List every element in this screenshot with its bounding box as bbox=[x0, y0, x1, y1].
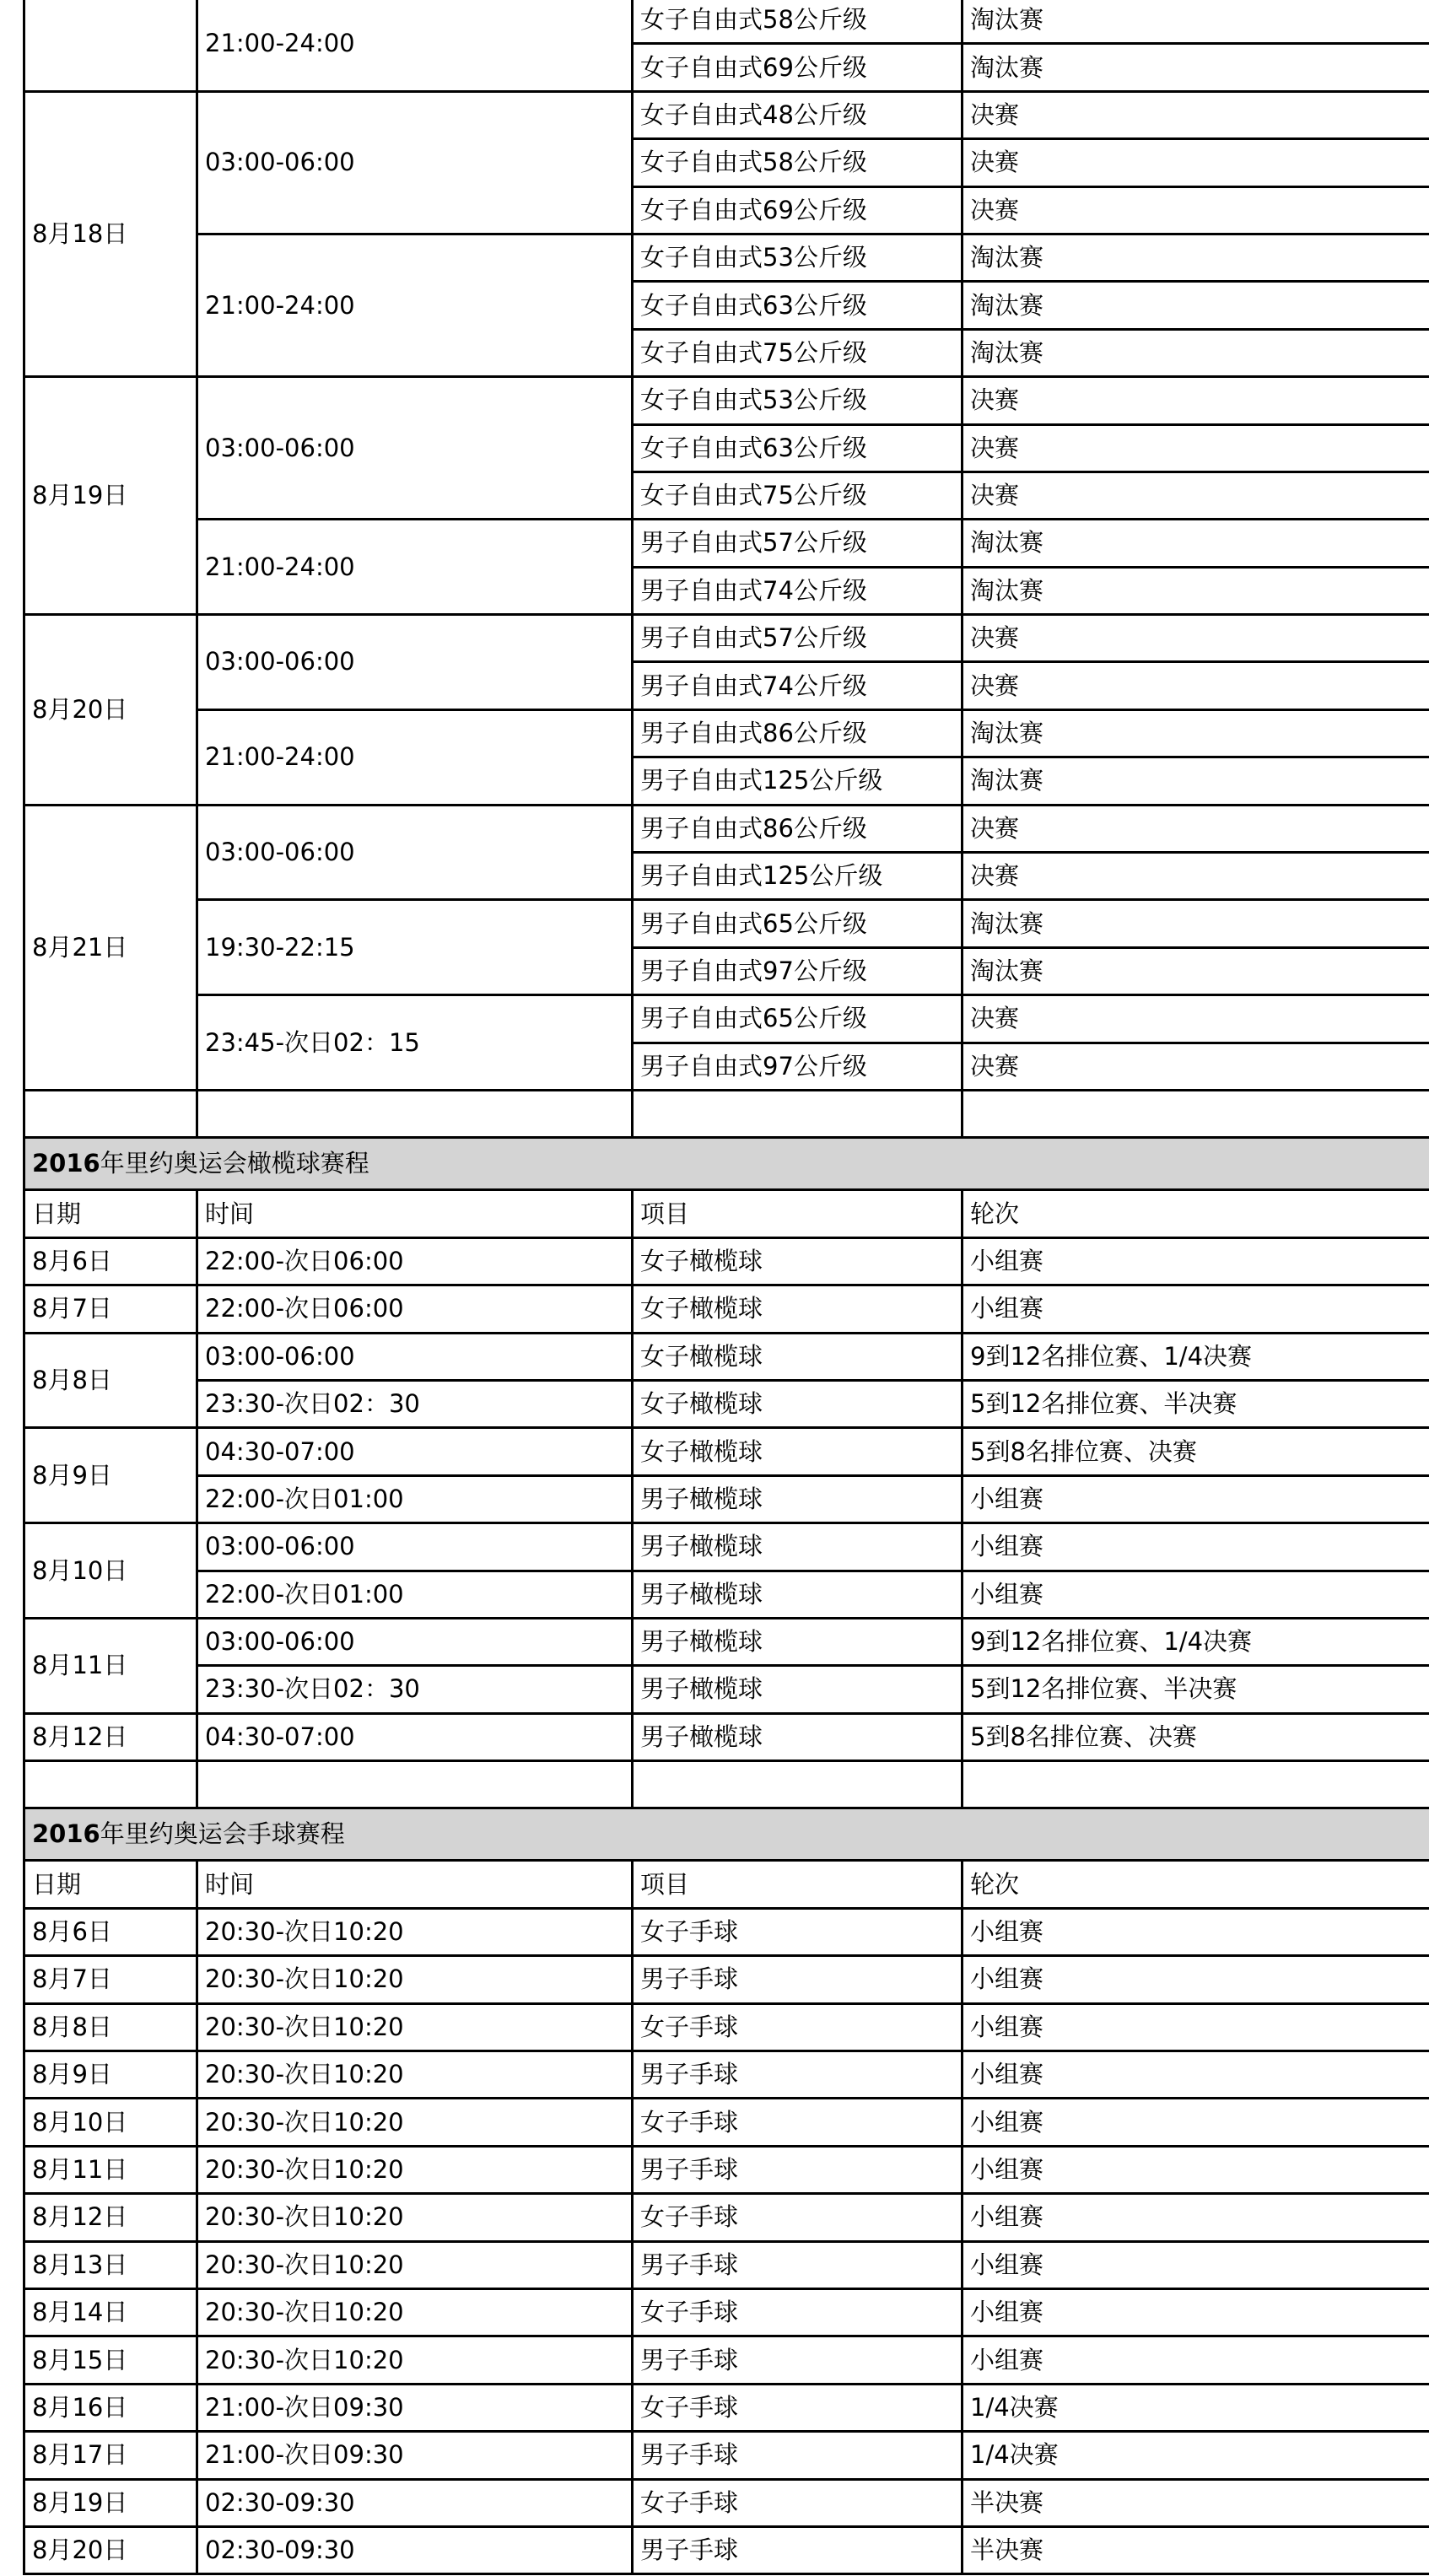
date-cell: 8月13日 bbox=[24, 2241, 197, 2288]
time-cell: 20:30-次日10:20 bbox=[197, 2099, 633, 2146]
table-row bbox=[24, 995, 1429, 1043]
event-cell: 女子手球 bbox=[633, 2288, 963, 2336]
date-cell: 8月12日 bbox=[24, 1713, 197, 1760]
event-cell: 男子手球 bbox=[633, 2051, 963, 2099]
table-row bbox=[24, 1571, 1429, 1618]
round-cell: 5到12名排位赛、半决赛 bbox=[963, 1380, 1429, 1427]
round-cell: 小组赛 bbox=[963, 2051, 1429, 2099]
event-cell: 女子自由式63公斤级 bbox=[633, 424, 963, 472]
event-cell: 男子自由式57公斤级 bbox=[633, 615, 963, 662]
table-row bbox=[24, 1475, 1429, 1522]
event-cell: 男子手球 bbox=[633, 2146, 963, 2193]
table-row bbox=[24, 1523, 1429, 1571]
round-cell: 淘汰赛 bbox=[963, 520, 1429, 567]
event-cell: 女子橄榄球 bbox=[633, 1237, 963, 1285]
time-cell: 20:30-次日10:20 bbox=[197, 1956, 633, 2003]
event-cell: 男子自由式57公斤级 bbox=[633, 520, 963, 567]
time-cell: 21:00-24:00 bbox=[197, 0, 633, 91]
table-row bbox=[24, 1666, 1429, 1713]
table-row bbox=[24, 1808, 1429, 1861]
date-cell: 8月7日 bbox=[24, 1956, 197, 2003]
table-row bbox=[24, 1956, 1429, 2003]
round-cell: 1/4决赛 bbox=[963, 2384, 1429, 2431]
round-cell: 小组赛 bbox=[963, 1571, 1429, 1618]
event-cell: 女子手球 bbox=[633, 2099, 963, 2146]
header-date: 日期 bbox=[24, 1190, 197, 1237]
round-cell: 决赛 bbox=[963, 853, 1429, 900]
table-row bbox=[24, 1618, 1429, 1665]
event-cell: 女子手球 bbox=[633, 1908, 963, 1955]
event-cell: 男子手球 bbox=[633, 2432, 963, 2479]
event-cell: 女子橄榄球 bbox=[633, 1333, 963, 1380]
round-cell: 小组赛 bbox=[963, 1475, 1429, 1522]
event-cell: 男子自由式74公斤级 bbox=[633, 662, 963, 709]
table-row bbox=[24, 2051, 1429, 2099]
time-cell: 21:00-24:00 bbox=[197, 234, 633, 376]
empty-cell bbox=[24, 1090, 197, 1137]
table-row bbox=[24, 2003, 1429, 2051]
event-cell: 男子自由式97公斤级 bbox=[633, 947, 963, 994]
section-title-year: 2016 bbox=[32, 1149, 100, 1178]
table-row bbox=[24, 1190, 1429, 1237]
round-cell: 小组赛 bbox=[963, 2288, 1429, 2336]
time-cell: 02:30-09:30 bbox=[197, 2526, 633, 2573]
table-row bbox=[24, 805, 1429, 852]
table-row bbox=[24, 1285, 1429, 1333]
time-cell: 20:30-次日10:20 bbox=[197, 2241, 633, 2288]
round-cell: 小组赛 bbox=[963, 1908, 1429, 1955]
time-cell: 19:30-22:15 bbox=[197, 900, 633, 995]
time-cell: 03:00-06:00 bbox=[197, 615, 633, 710]
event-cell: 女子橄榄球 bbox=[633, 1380, 963, 1427]
date-cell: 8月11日 bbox=[24, 1618, 197, 1713]
schedule-body bbox=[24, 0, 1429, 2574]
event-cell: 女子自由式48公斤级 bbox=[633, 91, 963, 138]
empty-cell bbox=[963, 1761, 1429, 1808]
round-cell: 淘汰赛 bbox=[963, 567, 1429, 614]
date-cell: 8月17日 bbox=[24, 2432, 197, 2479]
event-cell: 男子橄榄球 bbox=[633, 1475, 963, 1522]
round-cell: 决赛 bbox=[963, 472, 1429, 519]
header-date: 日期 bbox=[24, 1861, 197, 1908]
time-cell: 20:30-次日10:20 bbox=[197, 2288, 633, 2336]
date-cell: 8月19日 bbox=[24, 377, 197, 615]
table-row bbox=[24, 234, 1429, 281]
date-cell: 8月9日 bbox=[24, 1428, 197, 1523]
empty-cell bbox=[197, 1761, 633, 1808]
round-cell: 半决赛 bbox=[963, 2479, 1429, 2526]
event-cell: 女子手球 bbox=[633, 2479, 963, 2526]
event-cell: 女子橄榄球 bbox=[633, 1428, 963, 1475]
section-title-text: 年里约奥运会手球赛程 bbox=[100, 1819, 345, 1849]
date-cell: 8月14日 bbox=[24, 2288, 197, 2336]
event-cell: 女子自由式58公斤级 bbox=[633, 139, 963, 186]
event-cell: 女子自由式75公斤级 bbox=[633, 472, 963, 519]
round-cell: 5到8名排位赛、决赛 bbox=[963, 1713, 1429, 1760]
time-cell: 02:30-09:30 bbox=[197, 2479, 633, 2526]
date-cell: 8月19日 bbox=[24, 2479, 197, 2526]
time-cell: 20:30-次日10:20 bbox=[197, 2194, 633, 2241]
event-cell: 女子自由式53公斤级 bbox=[633, 377, 963, 424]
event-cell: 男子橄榄球 bbox=[633, 1618, 963, 1665]
event-cell: 女子自由式69公斤级 bbox=[633, 186, 963, 234]
time-cell: 22:00-次日06:00 bbox=[197, 1237, 633, 1285]
table-row bbox=[24, 377, 1429, 424]
table-row bbox=[24, 1908, 1429, 1955]
time-cell: 20:30-次日10:20 bbox=[197, 2051, 633, 2099]
time-cell: 22:00-次日01:00 bbox=[197, 1571, 633, 1618]
table-row bbox=[24, 2099, 1429, 2146]
empty-cell bbox=[963, 1090, 1429, 1137]
round-cell: 淘汰赛 bbox=[963, 900, 1429, 947]
table-row bbox=[24, 2384, 1429, 2431]
round-cell: 淘汰赛 bbox=[963, 709, 1429, 757]
date-cell: 8月10日 bbox=[24, 1523, 197, 1619]
time-cell: 20:30-次日10:20 bbox=[197, 2003, 633, 2051]
time-cell: 21:00-次日09:30 bbox=[197, 2384, 633, 2431]
table-row bbox=[24, 1428, 1429, 1475]
event-cell: 男子橄榄球 bbox=[633, 1571, 963, 1618]
event-cell: 女子橄榄球 bbox=[633, 1285, 963, 1333]
section-title-year: 2016 bbox=[32, 1819, 100, 1849]
section-title-text: 年里约奥运会橄榄球赛程 bbox=[100, 1149, 369, 1178]
table-row bbox=[24, 709, 1429, 757]
section-title bbox=[24, 1808, 1429, 1861]
time-cell: 03:00-06:00 bbox=[197, 91, 633, 234]
time-cell: 22:00-次日01:00 bbox=[197, 1475, 633, 1522]
time-cell: 20:30-次日10:20 bbox=[197, 1908, 633, 1955]
empty-cell bbox=[24, 1761, 197, 1808]
round-cell: 决赛 bbox=[963, 995, 1429, 1043]
section-title bbox=[24, 1138, 1429, 1190]
time-cell: 04:30-07:00 bbox=[197, 1713, 633, 1760]
event-cell: 女子自由式53公斤级 bbox=[633, 234, 963, 281]
date-cell: 8月11日 bbox=[24, 2146, 197, 2193]
time-cell: 20:30-次日10:20 bbox=[197, 2146, 633, 2193]
date-cell: 8月6日 bbox=[24, 1908, 197, 1955]
header-event: 项目 bbox=[633, 1190, 963, 1237]
event-cell: 男子自由式86公斤级 bbox=[633, 709, 963, 757]
date-cell: 8月9日 bbox=[24, 2051, 197, 2099]
table-row bbox=[24, 1380, 1429, 1427]
time-cell: 03:00-06:00 bbox=[197, 1333, 633, 1380]
round-cell: 小组赛 bbox=[963, 2146, 1429, 2193]
date-cell: 8月7日 bbox=[24, 1285, 197, 1333]
event-cell: 男子自由式65公斤级 bbox=[633, 900, 963, 947]
event-cell: 女子自由式75公斤级 bbox=[633, 329, 963, 376]
event-cell: 男子橄榄球 bbox=[633, 1523, 963, 1571]
schedule-table bbox=[23, 0, 1429, 2575]
time-cell: 23:30-次日02：30 bbox=[197, 1666, 633, 1713]
table-row bbox=[24, 900, 1429, 947]
event-cell: 男子自由式74公斤级 bbox=[633, 567, 963, 614]
round-cell: 小组赛 bbox=[963, 1956, 1429, 2003]
table-row bbox=[24, 1090, 1429, 1137]
header-time: 时间 bbox=[197, 1861, 633, 1908]
round-cell: 9到12名排位赛、1/4决赛 bbox=[963, 1333, 1429, 1380]
round-cell: 9到12名排位赛、1/4决赛 bbox=[963, 1618, 1429, 1665]
empty-cell bbox=[633, 1090, 963, 1137]
round-cell: 淘汰赛 bbox=[963, 44, 1429, 91]
date-cell: 8月20日 bbox=[24, 615, 197, 806]
event-cell: 男子手球 bbox=[633, 1956, 963, 2003]
round-cell: 小组赛 bbox=[963, 2099, 1429, 2146]
round-cell: 决赛 bbox=[963, 805, 1429, 852]
time-cell: 21:00-次日09:30 bbox=[197, 2432, 633, 2479]
round-cell: 决赛 bbox=[963, 662, 1429, 709]
date-cell: 8月6日 bbox=[24, 1237, 197, 1285]
round-cell: 小组赛 bbox=[963, 2241, 1429, 2288]
event-cell: 男子自由式86公斤级 bbox=[633, 805, 963, 852]
round-cell: 决赛 bbox=[963, 139, 1429, 186]
table-row bbox=[24, 2194, 1429, 2241]
table-row bbox=[24, 1861, 1429, 1908]
event-cell: 男子自由式97公斤级 bbox=[633, 1043, 963, 1090]
table-row bbox=[24, 615, 1429, 662]
time-cell: 23:45-次日02：15 bbox=[197, 995, 633, 1091]
table-row bbox=[24, 0, 1429, 44]
round-cell: 淘汰赛 bbox=[963, 282, 1429, 329]
header-round: 轮次 bbox=[963, 1190, 1429, 1237]
table-row bbox=[24, 2146, 1429, 2193]
date-cell: 8月20日 bbox=[24, 2526, 197, 2573]
table-row bbox=[24, 1237, 1429, 1285]
round-cell: 决赛 bbox=[963, 615, 1429, 662]
event-cell: 女子自由式58公斤级 bbox=[633, 0, 963, 44]
event-cell: 女子手球 bbox=[633, 2384, 963, 2431]
event-cell: 男子自由式125公斤级 bbox=[633, 757, 963, 805]
event-cell: 男子自由式125公斤级 bbox=[633, 853, 963, 900]
round-cell: 决赛 bbox=[963, 377, 1429, 424]
time-cell: 03:00-06:00 bbox=[197, 805, 633, 900]
event-cell: 男子橄榄球 bbox=[633, 1666, 963, 1713]
empty-cell bbox=[633, 1761, 963, 1808]
round-cell: 决赛 bbox=[963, 1043, 1429, 1090]
table-row bbox=[24, 1761, 1429, 1808]
round-cell: 5到8名排位赛、决赛 bbox=[963, 1428, 1429, 1475]
table-row bbox=[24, 1713, 1429, 1760]
table-row bbox=[24, 520, 1429, 567]
event-cell: 女子自由式63公斤级 bbox=[633, 282, 963, 329]
table-row bbox=[24, 2479, 1429, 2526]
table-row bbox=[24, 2288, 1429, 2336]
event-cell: 男子自由式65公斤级 bbox=[633, 995, 963, 1043]
date-cell: 8月8日 bbox=[24, 2003, 197, 2051]
time-cell: 03:00-06:00 bbox=[197, 1618, 633, 1665]
round-cell: 淘汰赛 bbox=[963, 947, 1429, 994]
round-cell: 淘汰赛 bbox=[963, 234, 1429, 281]
round-cell: 决赛 bbox=[963, 186, 1429, 234]
header-round: 轮次 bbox=[963, 1861, 1429, 1908]
header-event: 项目 bbox=[633, 1861, 963, 1908]
table-row bbox=[24, 1333, 1429, 1380]
event-cell: 女子手球 bbox=[633, 2194, 963, 2241]
round-cell: 决赛 bbox=[963, 91, 1429, 138]
round-cell: 小组赛 bbox=[963, 2194, 1429, 2241]
round-cell: 1/4决赛 bbox=[963, 2432, 1429, 2479]
event-cell: 男子手球 bbox=[633, 2336, 963, 2384]
table-row bbox=[24, 2432, 1429, 2479]
round-cell: 半决赛 bbox=[963, 2526, 1429, 2573]
date-cell bbox=[24, 0, 197, 91]
table-row bbox=[24, 2241, 1429, 2288]
event-cell: 男子手球 bbox=[633, 2526, 963, 2573]
event-cell: 女子手球 bbox=[633, 2003, 963, 2051]
round-cell: 小组赛 bbox=[963, 1237, 1429, 1285]
time-cell: 03:00-06:00 bbox=[197, 1523, 633, 1571]
round-cell: 小组赛 bbox=[963, 1285, 1429, 1333]
round-cell: 淘汰赛 bbox=[963, 757, 1429, 805]
date-cell: 8月10日 bbox=[24, 2099, 197, 2146]
round-cell: 小组赛 bbox=[963, 2336, 1429, 2384]
table-row bbox=[24, 2526, 1429, 2573]
time-cell: 22:00-次日06:00 bbox=[197, 1285, 633, 1333]
round-cell: 淘汰赛 bbox=[963, 0, 1429, 44]
header-time: 时间 bbox=[197, 1190, 633, 1237]
round-cell: 5到12名排位赛、半决赛 bbox=[963, 1666, 1429, 1713]
time-cell: 21:00-24:00 bbox=[197, 709, 633, 805]
time-cell: 03:00-06:00 bbox=[197, 377, 633, 520]
table-row bbox=[24, 1138, 1429, 1190]
event-cell: 男子手球 bbox=[633, 2241, 963, 2288]
round-cell: 小组赛 bbox=[963, 1523, 1429, 1571]
date-cell: 8月16日 bbox=[24, 2384, 197, 2431]
round-cell: 决赛 bbox=[963, 424, 1429, 472]
date-cell: 8月8日 bbox=[24, 1333, 197, 1428]
table-row bbox=[24, 2336, 1429, 2384]
event-cell: 女子自由式69公斤级 bbox=[633, 44, 963, 91]
round-cell: 淘汰赛 bbox=[963, 329, 1429, 376]
event-cell: 男子橄榄球 bbox=[633, 1713, 963, 1760]
date-cell: 8月12日 bbox=[24, 2194, 197, 2241]
time-cell: 23:30-次日02：30 bbox=[197, 1380, 633, 1427]
round-cell: 小组赛 bbox=[963, 2003, 1429, 2051]
date-cell: 8月21日 bbox=[24, 805, 197, 1090]
date-cell: 8月18日 bbox=[24, 91, 197, 376]
table-row bbox=[24, 91, 1429, 138]
time-cell: 21:00-24:00 bbox=[197, 520, 633, 615]
time-cell: 04:30-07:00 bbox=[197, 1428, 633, 1475]
time-cell: 20:30-次日10:20 bbox=[197, 2336, 633, 2384]
date-cell: 8月15日 bbox=[24, 2336, 197, 2384]
empty-cell bbox=[197, 1090, 633, 1137]
